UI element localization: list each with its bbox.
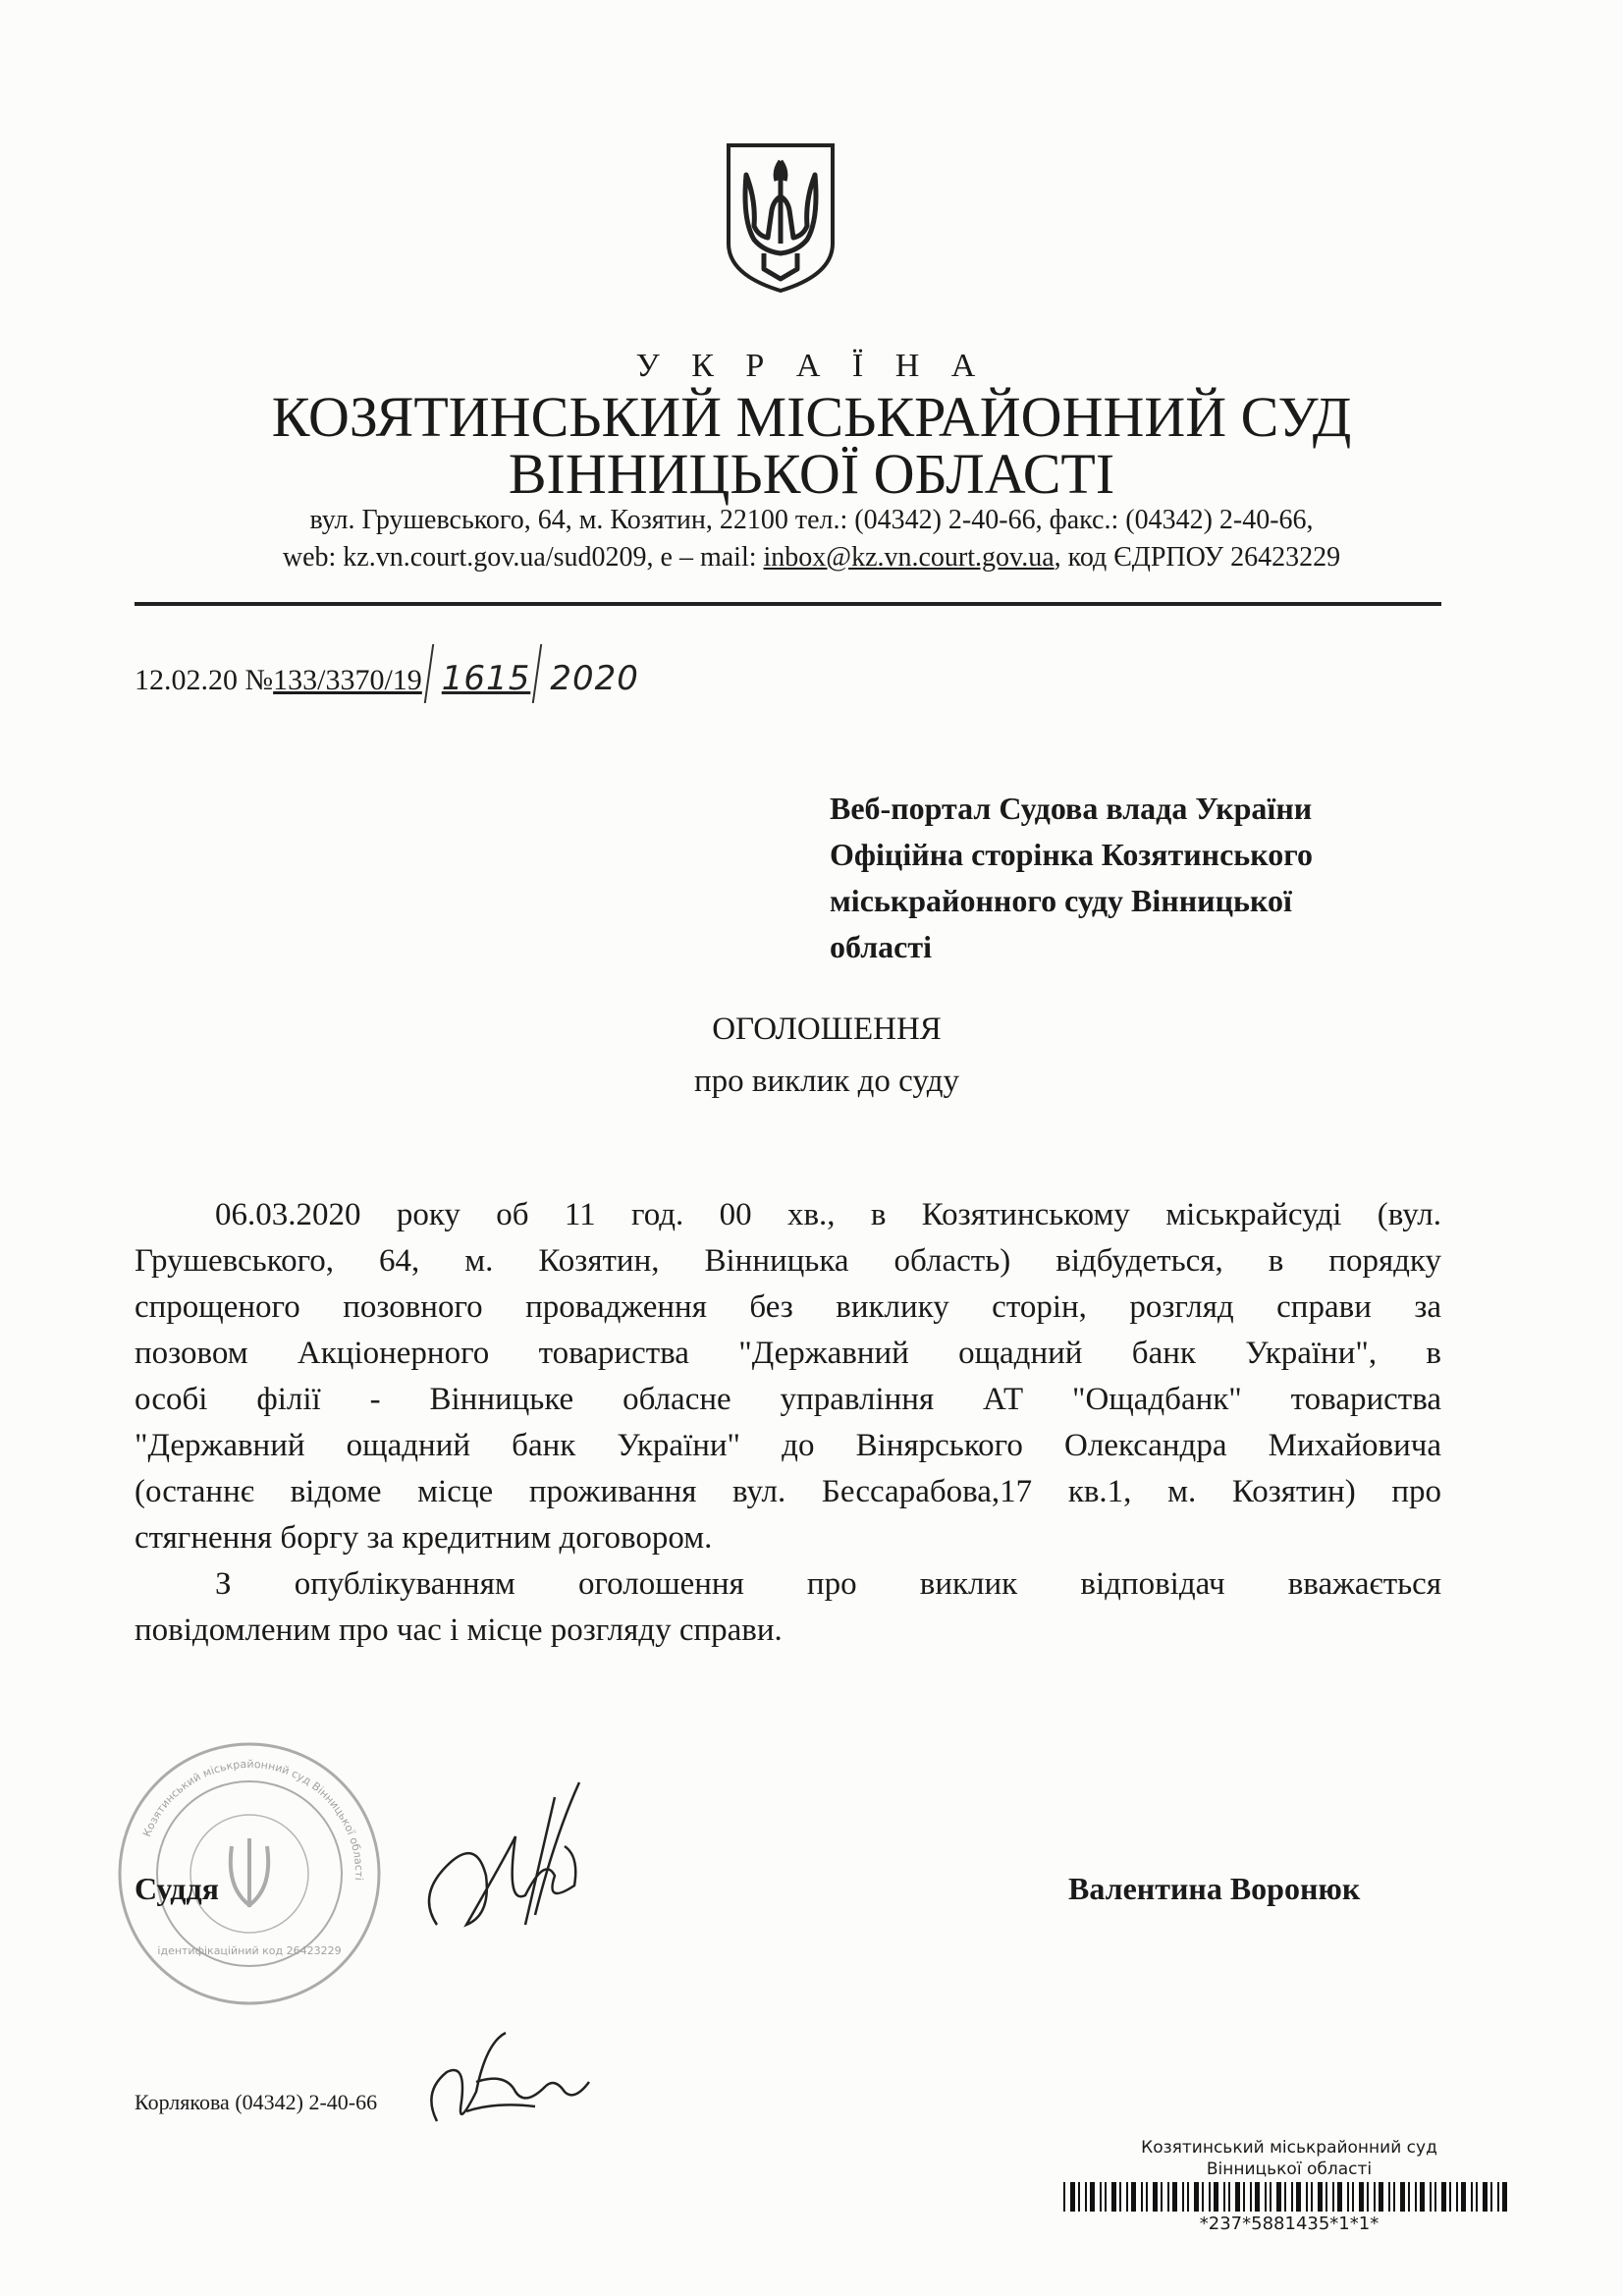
barcode-bar — [1471, 2182, 1473, 2212]
notice-title: ОГОЛОШЕННЯ — [712, 1011, 942, 1047]
barcode-bar — [1296, 2182, 1301, 2212]
handwritten-slash — [424, 644, 440, 703]
barcode-bar — [1100, 2182, 1102, 2212]
addressee-line: Веб-портал Судова влада України — [830, 791, 1313, 826]
barcode-bar — [1265, 2182, 1267, 2212]
addressee-line: Офіційна сторінка Козятинського — [830, 837, 1313, 872]
barcode-bar — [1270, 2182, 1271, 2212]
barcode-bar — [1131, 2182, 1136, 2212]
barcode-bar — [1214, 2182, 1218, 2212]
letter-date: 12.02.20 — [135, 664, 238, 696]
barcode-bar — [1167, 2182, 1169, 2212]
barcode-bar — [1359, 2182, 1364, 2212]
barcode-bar — [1291, 2182, 1293, 2212]
body-line: "Державний ощадний банк України" до Вінярського Олександра Михайовича — [135, 1428, 1441, 1463]
judge-name: Валентина Воронюк — [1068, 1871, 1361, 1906]
barcode-bar — [1476, 2182, 1478, 2212]
barcode-bar — [1182, 2182, 1184, 2212]
stamp-inner-text: ідентифікаційний код 26423229 — [157, 1944, 342, 1957]
country-heading: У К Р А Ї Н А — [635, 348, 988, 384]
barcode-bar — [1483, 2182, 1488, 2212]
body-line: (останнє відоме місце проживання вул. Бессарабова,17 кв.1, м. Козятин) про — [135, 1474, 1441, 1509]
barcode-bar — [1250, 2182, 1252, 2212]
barcode-bar — [1379, 2182, 1383, 2212]
barcode-bar — [1400, 2182, 1405, 2212]
barcode-bar — [1209, 2182, 1211, 2212]
body-paragraph-1 — [135, 1192, 1441, 1654]
barcode-bar — [1187, 2182, 1189, 2212]
barcode-bar — [1461, 2182, 1466, 2212]
number-sign: № — [244, 664, 274, 696]
barcode-bar — [1105, 2182, 1107, 2212]
body-line: Грушевського, 64, м. Козятин, Вінницька область) відбудеться, в порядку — [135, 1243, 1441, 1279]
coat-of-arms-icon — [725, 141, 837, 295]
court-name-line2: ВІННИЦЬКОЇ ОБЛАСТІ — [508, 442, 1115, 506]
barcode-bar — [1415, 2182, 1417, 2212]
barcode-bar — [1146, 2182, 1148, 2212]
barcode-bar — [1337, 2182, 1342, 2212]
barcode-bar — [1223, 2182, 1225, 2212]
barcode-bar — [1374, 2182, 1376, 2212]
body-line: 06.03.2020 року об 11 год. 00 хв., в Козятинському міськрайсуді (вул. — [215, 1197, 1441, 1232]
barcode-bar — [1194, 2182, 1199, 2212]
barcode-bar — [1111, 2182, 1116, 2212]
court-address: вул. Грушевського, 64, м. Козятин, 22100 тел.: (04342) 2-40-66, факс.: (04342) 2-40-66, — [309, 505, 1314, 535]
barcode-bar — [1070, 2182, 1075, 2212]
barcode-bar — [1449, 2182, 1451, 2212]
barcode-bar — [1172, 2182, 1177, 2212]
barcode-bar — [1497, 2182, 1499, 2212]
barcode-bar — [1318, 2182, 1323, 2212]
stamp-ring-text: Козятинський міськрайонний суд Вінницької області — [140, 1757, 366, 1882]
handwritten-year: 2020 — [550, 659, 639, 698]
barcode-caption-2: Вінницької області — [1206, 2159, 1373, 2179]
barcode-bar — [1393, 2182, 1395, 2212]
executor-contact: Корлякова (04342) 2-40-66 — [135, 2090, 378, 2114]
barcode-bar — [1235, 2182, 1240, 2212]
body-line: особі філії - Вінницьке обласне управління АТ "Ощадбанк" товариства — [135, 1382, 1441, 1417]
barcode-bar — [1153, 2182, 1158, 2212]
addressee-block — [830, 786, 1458, 970]
judge-signature — [407, 1777, 614, 1944]
barcode-bar — [1085, 2182, 1087, 2212]
court-name-line1: КОЗЯТИНСЬКИЙ МІСЬКРАЙОННИЙ СУД — [271, 385, 1352, 449]
handwritten-number: 1615 — [441, 659, 531, 698]
addressee-line: міськрайонного суду Вінницької — [830, 883, 1292, 918]
email-link[interactable]: inbox@kz.vn.court.gov.ua — [763, 542, 1055, 573]
barcode — [1063, 2182, 1515, 2212]
addressee-line: області — [830, 929, 932, 964]
barcode-bar — [1367, 2182, 1369, 2212]
header-divider — [135, 602, 1441, 606]
barcode-bar — [1430, 2182, 1432, 2212]
web-address: web: kz.vn.court.gov.ua/sud0209, e – mail: — [282, 542, 764, 573]
barcode-bar — [1441, 2182, 1446, 2212]
body-line: стягнення боргу за кредитним договором. — [135, 1520, 713, 1556]
barcode-bar — [1332, 2182, 1334, 2212]
body-line: спрощеного позовного провадження без виклику сторін, розгляд справи за — [135, 1289, 1441, 1325]
barcode-bar — [1490, 2182, 1492, 2212]
handwritten-slash — [532, 644, 548, 703]
barcode-bar — [1434, 2182, 1436, 2212]
barcode-bar — [1306, 2182, 1308, 2212]
barcode-bar — [1408, 2182, 1410, 2212]
barcode-bar — [1420, 2182, 1425, 2212]
barcode-bar — [1228, 2182, 1230, 2212]
body-line: З опублікуванням оголошення про виклик відповідач вважається — [215, 1566, 1441, 1602]
edrpou-code: , код ЄДРПОУ 26423229 — [1054, 542, 1341, 573]
barcode-bar — [1325, 2182, 1327, 2212]
body-line: позовом Акціонерного товариства "Державний ощадний банк України", в — [135, 1336, 1441, 1371]
barcode-bar — [1090, 2182, 1095, 2212]
barcode-bar — [1255, 2182, 1260, 2212]
body-line: повідомленим про час і місце розгляду справи. — [135, 1613, 783, 1648]
barcode-bar — [1311, 2182, 1313, 2212]
barcode-bar — [1347, 2182, 1349, 2212]
reference-line — [135, 644, 639, 703]
executor-signature — [417, 2013, 594, 2141]
case-number: 133/3370/19 — [273, 664, 422, 696]
signatory-role: Суддя — [135, 1871, 219, 1906]
barcode-caption-1: Козятинський міськрайонний суд — [1141, 2138, 1437, 2158]
barcode-bar — [1502, 2182, 1507, 2212]
barcode-bar — [1276, 2182, 1281, 2212]
barcode-bar — [1243, 2182, 1245, 2212]
barcode-bar — [1352, 2182, 1354, 2212]
barcode-bar — [1126, 2182, 1128, 2212]
barcode-bar — [1202, 2182, 1204, 2212]
barcode-bar — [1078, 2182, 1080, 2212]
barcode-bar — [1141, 2182, 1143, 2212]
barcode-bar — [1456, 2182, 1458, 2212]
court-contacts — [0, 544, 1623, 572]
barcode-bar — [1063, 2182, 1065, 2212]
barcode-bar — [1388, 2182, 1390, 2212]
barcode-bar — [1119, 2182, 1121, 2212]
barcode-bar — [1284, 2182, 1286, 2212]
barcode-bar — [1161, 2182, 1163, 2212]
notice-subtitle: про виклик до суду — [693, 1064, 960, 1099]
barcode-number: *237*5881435*1*1* — [1199, 2214, 1380, 2234]
